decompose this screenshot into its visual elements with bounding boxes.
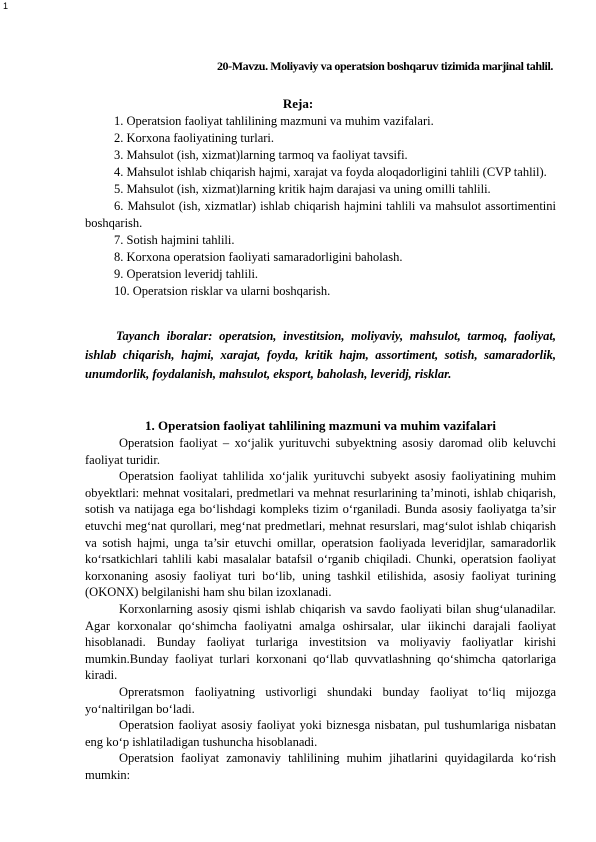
- body-paragraph: Opreratsmon faoliyatning ustivorligi shundaki bunday faoliyat to‘liq mijozga yo‘naltirilgan bo‘ladi.: [85, 684, 556, 716]
- page-number: 1: [3, 1, 9, 11]
- plan-item: 2. Korxona faoliyatining turlari.: [114, 131, 275, 145]
- section-1: [85, 417, 556, 783]
- section-heading: 1. Operatsion faoliyat tahlilining mazmuni va muhim vazifalari: [144, 418, 496, 433]
- plan-item: 4. Mahsulot ishlab chiqarish hajmi, xarajat va foyda aloqadorligini tahlili (CVP tahlil).: [114, 165, 547, 179]
- plan-heading: Reja:: [282, 96, 314, 111]
- plan-list: [85, 113, 556, 300]
- plan-item: 10. Operatsion risklar va ularni boshqarish.: [114, 284, 331, 298]
- body-paragraph: Operatsion faoliyat zamonaviy tahlilining muhim jihatlarini quyidagilarda ko‘rish mumkin:: [85, 751, 556, 782]
- plan-item: 1. Operatsion faoliyat tahlilining mazmuni va muhim vazifalari.: [114, 114, 434, 128]
- body-paragraph: Korxonlarning asosiy qismi ishlab chiqarish va savdo faoliyati bilan shug‘ulanadilar. Agar korxonalar qo‘shimcha faoliyatni amalga oshirsalar, ular iikinchi darajali faoliyat hisoblanadi. Bunday faoliyat turlariga investitsion va moliyaviy faoliyatlar kirishi mumkin.Bunday faoliyat turlari korxonani qo‘llab quvvatlashning qo‘shimcha qatorlariga kiradi.: [85, 601, 556, 683]
- document-title: 20-Mavzu. Moliyaviy va operatsion boshqaruv tizimida marjinal tahlil.: [216, 59, 554, 73]
- plan-item: 9. Operatsion leveridj tahlili.: [114, 267, 259, 281]
- plan-item: 7. Sotish hajmini tahlili.: [114, 233, 235, 247]
- plan-item: 3. Mahsulot (ish, xizmat)larning tarmoq va faoliyat tavsifi.: [114, 148, 408, 162]
- body-paragraph: Operatsion faoliyat asosiy faoliyat yoki biznesga nisbatan, pul tushumlariga nisbatan eng ko‘p ishlatiladigan tushuncha hisoblanadi.: [85, 718, 556, 749]
- plan-item: 8. Korxona operatsion faoliyati samaradorligini baholash.: [114, 250, 403, 264]
- body-paragraph: Operatsion faoliyat tahlilida xo‘jalik yurituvchi subyekt asosiy faoliyatining muhim obyektlari: mehnat vositalari, predmetlari va mehnat resurlarining ta’minoti, ishlab chiqarish, sotish va natijaga ega bo‘lishdagi kompleks tizim o‘rganiladi. Bunda asosiy faoliyatga ta’sir etuvchi meg‘nat qurollari, meg‘nat predmetlari, mehnat resurslari, mag‘sulot ishlab chiqarish va sotish hajmi, unga ta’sir etuvchi omillar, operatsion faoliyada leveridjlar, samaradorlik ko‘rsatkichlari tahlili kabi masalalar batafsil o‘rganib chiqiladi. Chunki, operatsion faoliyat korxonaning asosiy faoliyat turi bo‘lib, uning tashkil etilishida, asosiy faoliyat turining (OKONX) belgilanishi ham shu bilan izoxlanadi.: [85, 469, 556, 600]
- plan-item: 5. Mahsulot (ish, xizmat)larning kritik hajm darajasi va uning omilli tahlili.: [114, 182, 491, 196]
- body-paragraph: Operatsion faoliyat – xo‘jalik yurituvchi subyektning asosiy daromad olib keluvchi faoliyat turidir.: [85, 436, 556, 467]
- keywords-paragraph: Tayanch iboralar: operatsion, investitsion, moliyaviy, mahsulot, tarmoq, faoliyat, ishlab chiqarish, hajmi, xarajat, foyda, kritik hajm, assortiment, sotish, samaradorlik, unumdorlik, foydalanish, mahsulot, eksport, baholash, leveridj, risklar.: [85, 329, 556, 381]
- plan-item: 6. Mahsulot (ish, xizmatlar) ishlab chiqarish hajmini tahlili va mahsulot assortimentini boshqarish.: [85, 199, 556, 230]
